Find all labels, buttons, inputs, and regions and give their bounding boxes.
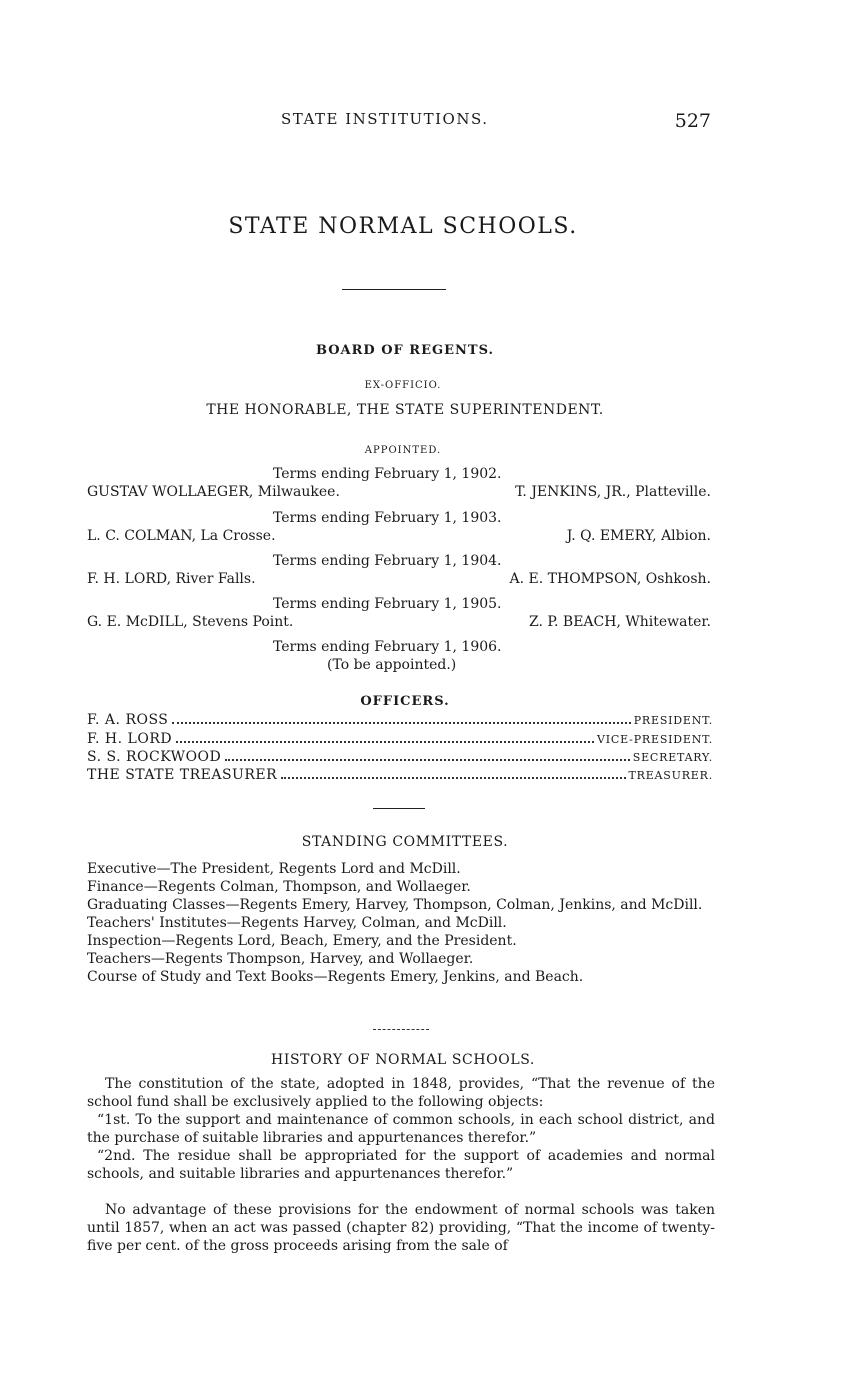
- page-title: STATE NORMAL SCHOOLS.: [228, 214, 578, 239]
- committee-item: Graduating Classes—Regents Emery, Harvey, Thompson, Colman, Jenkins, and McDill.: [87, 897, 703, 913]
- officer-row: [87, 712, 713, 729]
- leader-dots: [281, 777, 625, 779]
- history-heading: HISTORY OF NORMAL SCHOOLS.: [271, 1052, 535, 1068]
- history-body: [87, 1075, 715, 1255]
- regent-left: G. E. McDILL, Stevens Point.: [87, 614, 294, 630]
- ex-officio-label: EX-OFFICIO.: [364, 380, 442, 391]
- regent-right: J. Q. EMERY, Albion.: [566, 528, 711, 544]
- committee-item: Teachers—Regents Thompson, Harvey, and Wollaeger.: [87, 951, 474, 967]
- committee-list: [87, 860, 713, 986]
- term-label: Terms ending February 1, 1903.: [273, 510, 502, 526]
- section-divider: [373, 808, 425, 809]
- officer-row: [87, 767, 713, 784]
- committee-item: Executive—The President, Regents Lord and McDill.: [87, 861, 461, 877]
- page-number: 527: [674, 110, 711, 132]
- leader-dots: [176, 741, 594, 743]
- officer-name: THE STATE TREASURER: [87, 767, 278, 783]
- officer-name: F. H. LORD: [87, 731, 173, 747]
- appointed-label: APPOINTED.: [364, 445, 442, 456]
- officer-role: VICE-PRESIDENT.: [597, 733, 713, 746]
- regent-left: L. C. COLMAN, La Crosse.: [87, 528, 276, 544]
- regent-row: [87, 571, 713, 589]
- term-label: Terms ending February 1, 1905.: [273, 596, 502, 612]
- term-label: Terms ending February 1, 1906.: [273, 639, 502, 655]
- history-paragraph: “2nd. The residue shall be appropriated for the support of academies and normal schools, and suitable libraries and appurtenances therefor.”: [87, 1148, 715, 1182]
- term-label: Terms ending February 1, 1904.: [273, 553, 502, 569]
- committee-item: Inspection—Regents Lord, Beach, Emery, and the President.: [87, 933, 517, 949]
- term-label: Terms ending February 1, 1902.: [273, 466, 502, 482]
- officer-name: S. S. ROCKWOOD: [87, 749, 222, 765]
- history-paragraph: The constitution of the state, adopted in 1848, provides, “That the revenue of the school fund shall be exclusively applied to the following objects:: [87, 1076, 715, 1110]
- committees-heading: STANDING COMMITTEES.: [301, 834, 509, 850]
- history-paragraph: “1st. To the support and maintenance of common schools, in each school district, and the purchase of suitable libraries and appurtenances therefor.”: [87, 1112, 715, 1146]
- regent-right: A. E. THOMPSON, Oshkosh.: [509, 571, 711, 587]
- committee-item: Course of Study and Text Books—Regents Emery, Jenkins, and Beach.: [87, 969, 584, 985]
- regent-left: GUSTAV WOLLAEGER, Milwaukee.: [87, 484, 340, 500]
- committee-item: Finance—Regents Colman, Thompson, and Wollaeger.: [87, 879, 471, 895]
- regent-row: [87, 484, 713, 502]
- section-divider: [373, 1029, 429, 1030]
- document-page: [87, 0, 713, 1380]
- officer-role: SECRETARY.: [632, 751, 713, 764]
- committee-item: Teachers' Institutes—Regents Harvey, Colman, and McDill.: [87, 915, 507, 931]
- regent-right: T. JENKINS, JR., Platteville.: [515, 484, 711, 500]
- regent-left: F. H. LORD, River Falls.: [87, 571, 256, 587]
- ex-officio-member: THE HONORABLE, THE STATE SUPERINTENDENT.: [206, 402, 604, 418]
- leader-dots: [172, 722, 630, 724]
- board-heading: BOARD OF REGENTS.: [315, 343, 495, 358]
- officer-role: PRESIDENT.: [633, 714, 713, 727]
- officer-name: F. A. ROSS: [87, 712, 169, 728]
- leader-dots: [225, 759, 629, 761]
- officer-row: [87, 749, 713, 766]
- regent-row: [87, 528, 713, 546]
- officers-heading: OFFICERS.: [360, 694, 450, 709]
- history-paragraph: No advantage of these provisions for the endowment of normal schools was taken until 1857, when an act was passed (chapter 82) providing, “That the income of twenty-five per cent. of the gross proceeds arising from the sale of: [87, 1202, 715, 1254]
- officer-role: TREASURER.: [628, 769, 713, 782]
- title-divider: [342, 289, 446, 290]
- regent-right: Z. P. BEACH, Whitewater.: [529, 614, 711, 630]
- regent-row: [87, 614, 713, 632]
- term-note: (To be appointed.): [327, 657, 457, 673]
- officer-row: [87, 731, 713, 748]
- running-head-title: STATE INSTITUTIONS.: [281, 110, 489, 128]
- running-head: [87, 110, 713, 134]
